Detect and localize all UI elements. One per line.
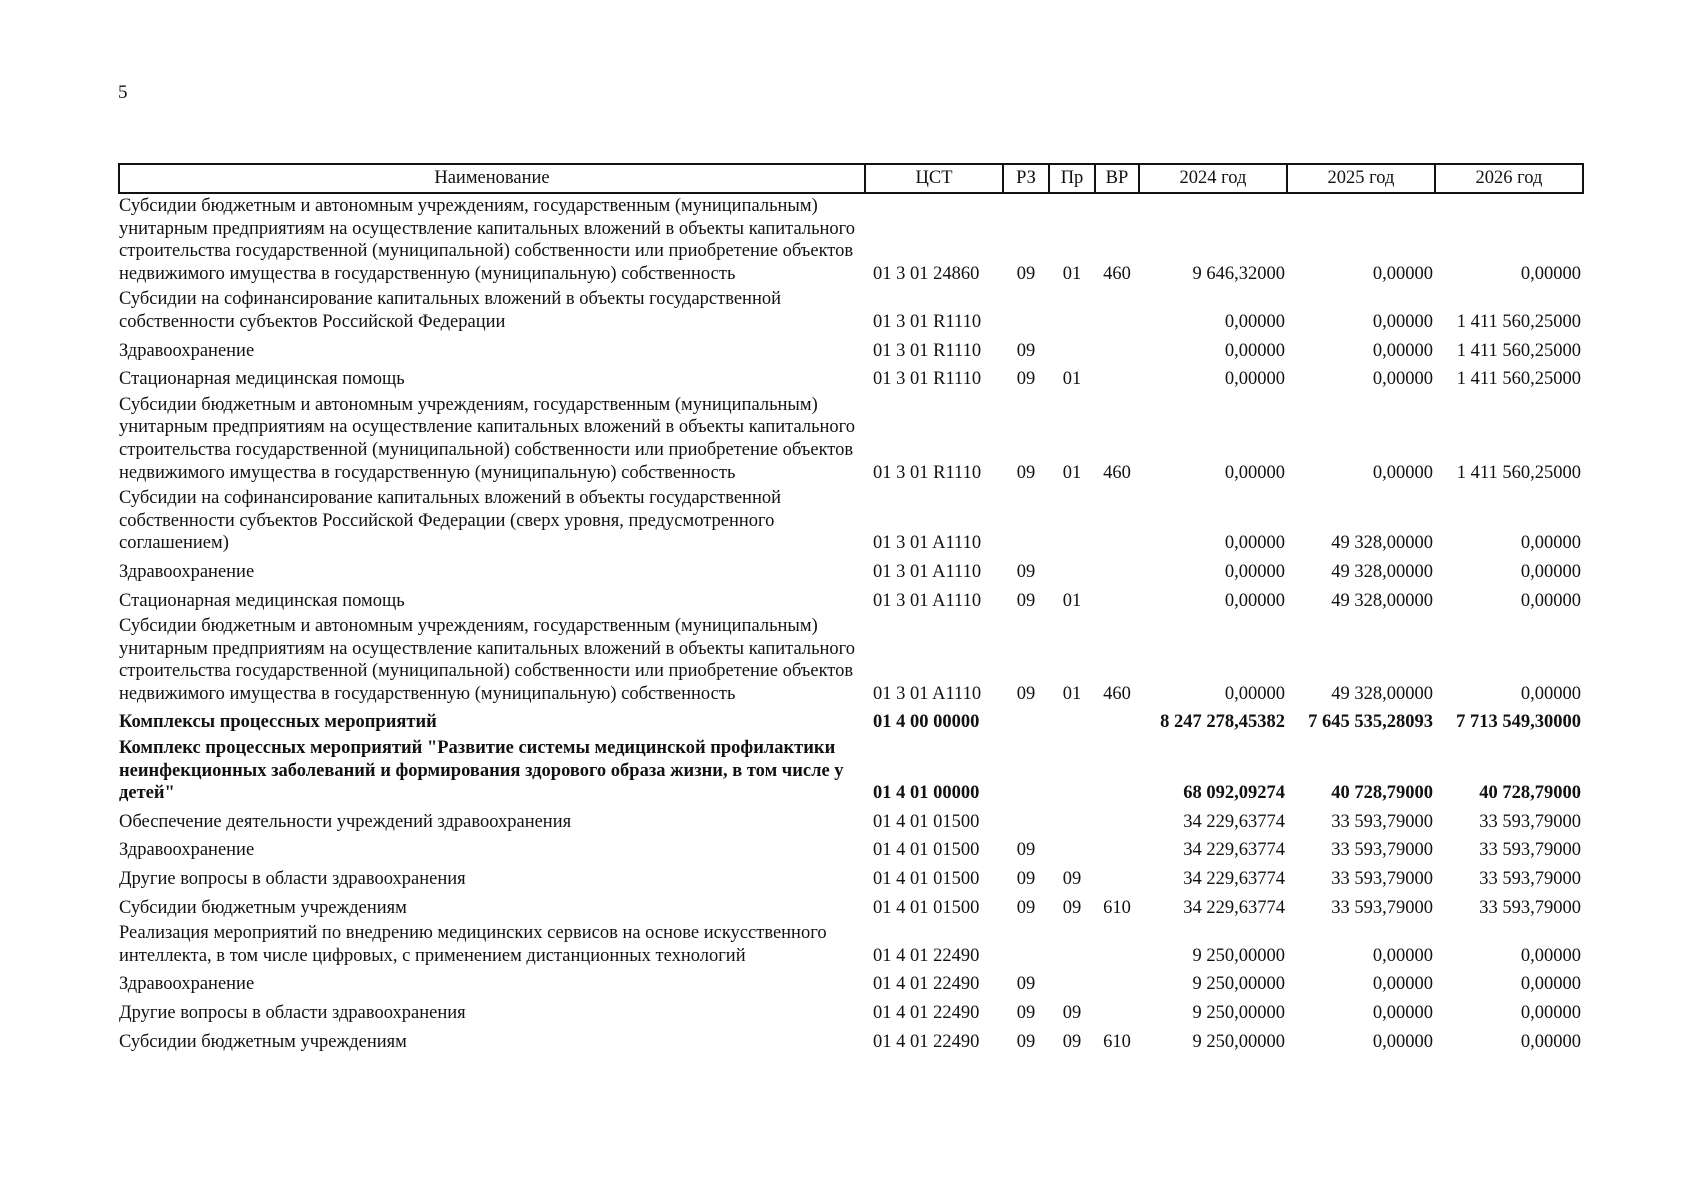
cell-2026: 7 713 549,30000: [1456, 712, 1581, 733]
header-2026: 2026 год: [1435, 164, 1583, 193]
cell-name: Стационарная медицинская помощь: [119, 590, 405, 611]
table-row: [119, 364, 1583, 393]
table-row: [119, 486, 1583, 557]
cell-cst: 01 3 01 R1110: [873, 340, 982, 361]
cell-pr: [1049, 807, 1095, 836]
cell-name: Субсидии бюджетным и автономным учреждениям, государственным (муниципальным) унитарным предприятиям на осуществление капитальных вложений в объекты капитального строительства государственной (муниципальной) собственности или приобретение объектов недвижимого имущества в государственную (муниципальную) собственность: [119, 616, 856, 704]
cell-name: Субсидии бюджетным и автономным учреждениям, государственным (муниципальным) унитарным предприятиям на осуществление капитальных вложений в объекты капитального строительства государственной (муниципальной) собственности или приобретение объектов недвижимого имущества в государственную (муниципальную) собственность: [119, 196, 856, 284]
cell-pr: 01: [1062, 590, 1082, 611]
cell-vr: [1095, 486, 1139, 557]
header-name: Наименование: [119, 164, 865, 193]
cell-rz: 09: [1016, 462, 1036, 483]
table-row: [119, 614, 1583, 707]
cell-cst: 01 4 01 01500: [873, 869, 980, 890]
cell-cst: 01 4 01 00000: [873, 783, 980, 804]
table-header-row: [119, 164, 1583, 193]
table-row: [119, 193, 1583, 287]
header-2025: 2025 год: [1287, 164, 1435, 193]
cell-rz: [1003, 921, 1049, 969]
cell-2026: 0,00000: [1520, 683, 1581, 704]
cell-2026: 0,00000: [1520, 945, 1581, 966]
cell-2024: 9 250,00000: [1192, 1003, 1285, 1023]
table-row: [119, 893, 1583, 922]
cell-vr: [1095, 998, 1139, 1027]
cell-2025: 49 328,00000: [1331, 561, 1433, 582]
header-vr: ВР: [1095, 164, 1139, 193]
cell-cst: 01 4 01 22490: [873, 1003, 980, 1023]
cell-vr: [1095, 586, 1139, 615]
cell-cst: 01 4 01 22490: [873, 974, 980, 995]
cell-name: Субсидии бюджетным учреждениям: [119, 1031, 407, 1052]
cell-pr: [1049, 707, 1095, 736]
cell-rz: [1003, 807, 1049, 836]
cell-pr: 01: [1062, 263, 1082, 284]
cell-vr: [1095, 921, 1139, 969]
cell-2026: 1 411 560,25000: [1456, 311, 1581, 332]
table-row: [119, 998, 1583, 1027]
cell-rz: 09: [1016, 340, 1036, 361]
cell-rz: 09: [1016, 974, 1036, 995]
cell-vr: [1095, 287, 1139, 335]
cell-2025: 33 593,79000: [1331, 897, 1433, 918]
table-row: [119, 736, 1583, 807]
cell-2026: 0,00000: [1520, 590, 1581, 611]
cell-2024: 0,00000: [1224, 533, 1285, 554]
cell-2026: 0,00000: [1520, 974, 1581, 995]
cell-vr: [1095, 364, 1139, 393]
cell-pr: 01: [1062, 369, 1082, 390]
cell-cst: 01 3 01 A1110: [873, 590, 982, 611]
cell-vr: 460: [1103, 462, 1131, 483]
cell-pr: [1049, 557, 1095, 586]
cell-pr: 01: [1062, 683, 1082, 704]
cell-name: Другие вопросы в области здравоохранения: [119, 1003, 466, 1023]
cell-name: Стационарная медицинская помощь: [119, 369, 405, 390]
cell-rz: 09: [1016, 369, 1036, 390]
table-row: [119, 835, 1583, 864]
table-row: [119, 864, 1583, 893]
cell-rz: 09: [1016, 590, 1036, 611]
cell-2024: 0,00000: [1224, 369, 1285, 390]
budget-table: [118, 163, 1584, 1055]
cell-2024: 9 646,32000: [1192, 263, 1285, 284]
cell-rz: 09: [1016, 683, 1036, 704]
table-row: [119, 707, 1583, 736]
cell-2026: 0,00000: [1520, 1031, 1581, 1052]
cell-2025: 49 328,00000: [1331, 590, 1433, 611]
cell-2025: 0,00000: [1372, 340, 1433, 361]
cell-pr: [1049, 287, 1095, 335]
cell-2025: 40 728,79000: [1331, 783, 1433, 804]
cell-2025: 0,00000: [1372, 311, 1433, 332]
cell-2026: 33 593,79000: [1479, 897, 1581, 918]
cell-vr: 610: [1103, 897, 1131, 918]
cell-2026: 33 593,79000: [1479, 840, 1581, 861]
cell-2024: 9 250,00000: [1192, 945, 1285, 966]
cell-2024: 9 250,00000: [1192, 974, 1285, 995]
cell-2024: 0,00000: [1224, 340, 1285, 361]
cell-cst: 01 3 01 R1110: [873, 311, 982, 332]
cell-pr: [1049, 486, 1095, 557]
cell-rz: 09: [1016, 869, 1036, 890]
cell-2025: 0,00000: [1372, 974, 1433, 995]
cell-cst: 01 4 01 01500: [873, 811, 980, 832]
cell-2026: 0,00000: [1520, 561, 1581, 582]
table-row: [119, 287, 1583, 335]
cell-cst: 01 4 00 00000: [873, 712, 980, 733]
cell-name: Здравоохранение: [119, 340, 255, 361]
cell-vr: [1095, 864, 1139, 893]
table-row: [119, 393, 1583, 486]
cell-cst: 01 3 01 A1110: [873, 561, 982, 582]
cell-2024: 34 229,63774: [1183, 897, 1285, 918]
cell-2025: 33 593,79000: [1331, 840, 1433, 861]
cell-2024: 0,00000: [1224, 311, 1285, 332]
cell-2025: 0,00000: [1372, 945, 1433, 966]
cell-rz: [1003, 707, 1049, 736]
cell-rz: 09: [1016, 1031, 1036, 1052]
cell-vr: 460: [1103, 683, 1131, 704]
cell-2025: 49 328,00000: [1331, 683, 1433, 704]
cell-2026: 33 593,79000: [1479, 869, 1581, 890]
cell-rz: [1003, 736, 1049, 807]
cell-vr: [1095, 707, 1139, 736]
cell-rz: 09: [1016, 561, 1036, 582]
cell-2026: 1 411 560,25000: [1456, 369, 1581, 390]
table-row: [119, 586, 1583, 615]
cell-rz: [1003, 486, 1049, 557]
cell-2025: 33 593,79000: [1331, 869, 1433, 890]
cell-2024: 8 247 278,45382: [1160, 712, 1285, 733]
cell-rz: 09: [1016, 840, 1036, 861]
cell-name: Субсидии на софинансирование капитальных вложений в объекты государственной собственности субъектов Российской Федерации (сверх уровня, предусмотренного соглашением): [119, 488, 781, 554]
cell-pr: 09: [1062, 897, 1082, 918]
cell-2024: 0,00000: [1224, 462, 1285, 483]
cell-name: Обеспечение деятельности учреждений здравоохранения: [119, 811, 572, 832]
cell-pr: 09: [1062, 1031, 1082, 1052]
cell-cst: 01 4 01 22490: [873, 945, 980, 966]
cell-2024: 0,00000: [1224, 683, 1285, 704]
cell-vr: [1095, 835, 1139, 864]
cell-cst: 01 4 01 01500: [873, 840, 980, 861]
cell-name: Здравоохранение: [119, 561, 255, 582]
cell-2026: 40 728,79000: [1479, 783, 1581, 804]
cell-2026: 0,00000: [1520, 263, 1581, 284]
table-row: [119, 336, 1583, 365]
table-row: [119, 921, 1583, 969]
cell-rz: [1003, 287, 1049, 335]
cell-2024: 0,00000: [1224, 590, 1285, 611]
cell-2025: 49 328,00000: [1331, 533, 1433, 554]
cell-name: Здравоохранение: [119, 974, 255, 995]
cell-2025: 0,00000: [1372, 369, 1433, 390]
cell-vr: 460: [1103, 263, 1131, 284]
cell-name: Комплексы процессных мероприятий: [119, 712, 437, 733]
cell-2024: 34 229,63774: [1183, 840, 1285, 861]
cell-cst: 01 3 01 R1110: [873, 462, 982, 483]
cell-2025: 33 593,79000: [1331, 811, 1433, 832]
cell-2024: 34 229,63774: [1183, 811, 1285, 832]
cell-name: Здравоохранение: [119, 840, 255, 861]
cell-pr: 01: [1062, 462, 1082, 483]
page-number: 5: [118, 82, 128, 103]
cell-name: Другие вопросы в области здравоохранения: [119, 869, 466, 890]
cell-pr: 09: [1062, 869, 1082, 890]
cell-2025: 7 645 535,28093: [1308, 712, 1433, 733]
cell-rz: 09: [1016, 897, 1036, 918]
cell-pr: [1049, 736, 1095, 807]
cell-pr: [1049, 969, 1095, 998]
cell-vr: [1095, 807, 1139, 836]
cell-2025: 0,00000: [1372, 1003, 1433, 1023]
cell-vr: [1095, 336, 1139, 365]
cell-2026: 0,00000: [1520, 1003, 1581, 1023]
cell-2026: 1 411 560,25000: [1456, 340, 1581, 361]
cell-name: Субсидии бюджетным учреждениям: [119, 897, 407, 918]
cell-name: Реализация мероприятий по внедрению медицинских сервисов на основе искусственного интеллекта, в том числе цифровых, с применением дистанционных технологий: [119, 923, 827, 966]
cell-2024: 68 092,09274: [1183, 783, 1285, 804]
header-pr: Пр: [1049, 164, 1095, 193]
cell-2025: 0,00000: [1372, 462, 1433, 483]
cell-vr: 610: [1103, 1031, 1131, 1052]
header-2024: 2024 год: [1139, 164, 1287, 193]
cell-name: Субсидии бюджетным и автономным учреждениям, государственным (муниципальным) унитарным предприятиям на осуществление капитальных вложений в объекты капитального строительства государственной (муниципальной) собственности или приобретение объектов недвижимого имущества в государственную (муниципальную) собственность: [119, 394, 856, 483]
cell-name: Субсидии на софинансирование капитальных вложений в объекты государственной собственности субъектов Российской Федерации: [119, 289, 781, 332]
cell-2026: 1 411 560,25000: [1456, 462, 1581, 483]
cell-name: Комплекс процессных мероприятий "Развитие системы медицинской профилактики неинфекционных заболеваний и формирования здорового образа жизни, в том числе у детей": [119, 738, 844, 804]
cell-2026: 33 593,79000: [1479, 811, 1581, 832]
cell-2025: 0,00000: [1372, 263, 1433, 284]
cell-2025: 0,00000: [1372, 1031, 1433, 1052]
cell-cst: 01 3 01 24860: [873, 263, 980, 284]
cell-vr: [1095, 736, 1139, 807]
header-cst: ЦСТ: [865, 164, 1003, 193]
cell-cst: 01 4 01 01500: [873, 897, 980, 918]
cell-2026: 0,00000: [1520, 533, 1581, 554]
table-row: [119, 969, 1583, 998]
cell-pr: 09: [1062, 1003, 1082, 1023]
table-row: [119, 557, 1583, 586]
cell-rz: 09: [1016, 263, 1036, 284]
header-rz: РЗ: [1003, 164, 1049, 193]
cell-pr: [1049, 835, 1095, 864]
cell-cst: 01 4 01 22490: [873, 1031, 980, 1052]
table-row: [119, 807, 1583, 836]
cell-cst: 01 3 01 A1110: [873, 533, 982, 554]
cell-vr: [1095, 557, 1139, 586]
cell-2024: 9 250,00000: [1192, 1031, 1285, 1052]
cell-pr: [1049, 921, 1095, 969]
cell-2024: 0,00000: [1224, 561, 1285, 582]
cell-rz: 09: [1016, 1003, 1036, 1023]
cell-pr: [1049, 336, 1095, 365]
cell-cst: 01 3 01 R1110: [873, 369, 982, 390]
cell-vr: [1095, 969, 1139, 998]
cell-cst: 01 3 01 A1110: [873, 683, 982, 704]
table-row: [119, 1027, 1583, 1056]
cell-2024: 34 229,63774: [1183, 869, 1285, 890]
table-body: [119, 193, 1583, 1055]
